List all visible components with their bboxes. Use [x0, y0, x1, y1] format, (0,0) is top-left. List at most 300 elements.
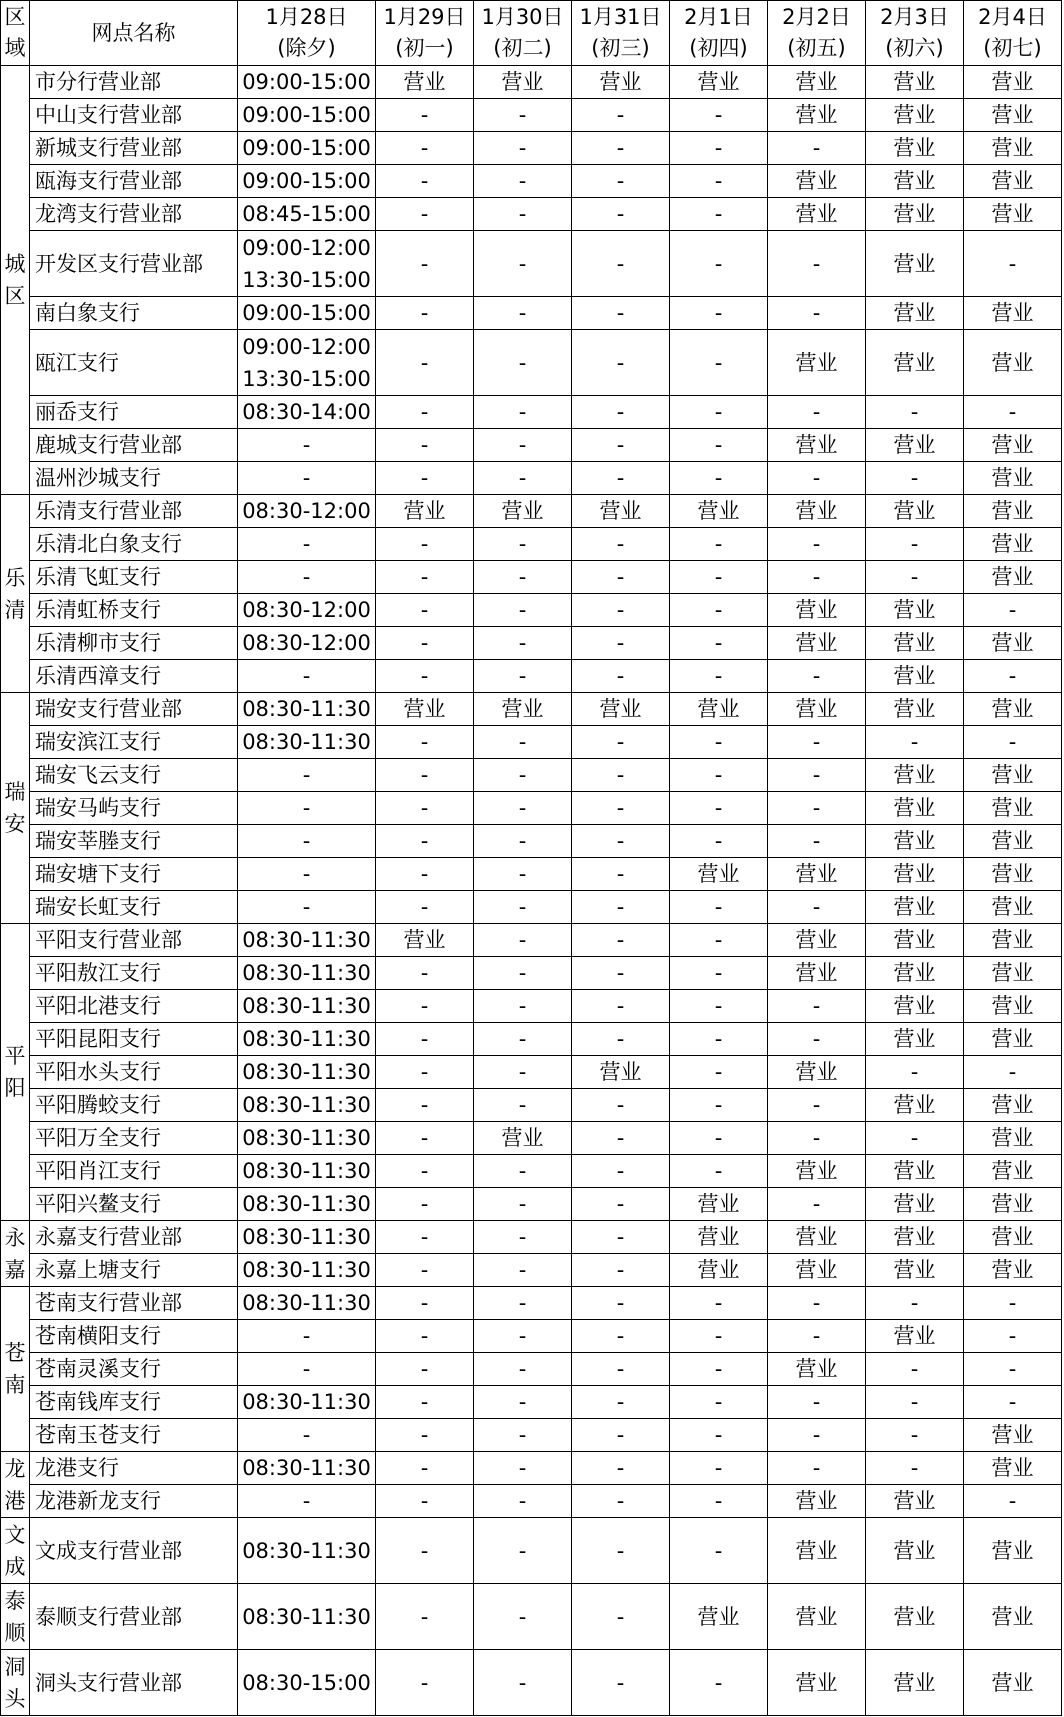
day-status-cell: 营业	[670, 1188, 768, 1221]
day-status-cell: 营业	[768, 1155, 866, 1188]
day-status-cell: -	[376, 1386, 474, 1419]
day-status-cell: -	[474, 825, 572, 858]
day-status-cell: 营业	[768, 924, 866, 957]
branch-name: 乐清虹桥支行	[30, 594, 238, 627]
branch-name: 龙港支行	[30, 1452, 238, 1485]
day-status-cell: -	[768, 1287, 866, 1320]
day-status-cell: 营业	[572, 693, 670, 726]
header-date-7: 2月4日 (初七)	[964, 1, 1062, 66]
day-status-cell: -	[670, 1353, 768, 1386]
region-char: 洞	[4, 1654, 26, 1679]
table-row	[1, 957, 1062, 990]
table-row	[1, 858, 1062, 891]
day-status-cell: -	[572, 165, 670, 198]
day-status-cell: 营业	[866, 1254, 964, 1287]
table-row	[1, 561, 1062, 594]
day-status-cell: -	[376, 396, 474, 429]
table-row	[1, 132, 1062, 165]
branch-name: 丽岙支行	[30, 396, 238, 429]
day-status-cell: 营业	[964, 792, 1062, 825]
day-status-cell: -	[768, 1386, 866, 1419]
day-status-cell: -	[572, 1386, 670, 1419]
day-status-cell: -	[474, 1452, 572, 1485]
day-status-cell: 营业	[866, 891, 964, 924]
day-status-cell: -	[670, 429, 768, 462]
day-status-cell: -	[964, 1485, 1062, 1518]
header-date-4: 2月1日 (初四)	[670, 1, 768, 66]
day-status-cell: 营业	[866, 990, 964, 1023]
day-status-cell: 营业	[866, 1650, 964, 1716]
day-status-cell: 营业	[866, 1089, 964, 1122]
day-status-cell: -	[572, 1650, 670, 1716]
region-cell	[1, 924, 30, 1221]
branch-name: 瑞安莘塍支行	[30, 825, 238, 858]
region-char: 港	[4, 1488, 26, 1513]
table-row	[1, 924, 1062, 957]
day-status-cell: 营业	[670, 858, 768, 891]
region-cell	[1, 66, 30, 495]
day-status-cell: 营业	[964, 429, 1062, 462]
table-row	[1, 528, 1062, 561]
day-status-cell: -	[376, 198, 474, 231]
day-status-cell: -	[572, 1188, 670, 1221]
day-status-cell: 营业	[964, 1188, 1062, 1221]
day-status-cell: -	[768, 528, 866, 561]
day-status-cell: 营业	[768, 594, 866, 627]
day-status-cell: -	[474, 1023, 572, 1056]
day-status-cell: -	[474, 660, 572, 693]
day-status-cell: -	[572, 528, 670, 561]
day-status-cell: -	[768, 297, 866, 330]
day-status-cell: -	[474, 396, 572, 429]
table-row	[1, 1485, 1062, 1518]
branch-name: 乐清支行营业部	[30, 495, 238, 528]
region-char: 安	[4, 812, 26, 836]
day-status-cell: 营业	[866, 198, 964, 231]
day-status-cell: -	[768, 1188, 866, 1221]
table-row	[1, 396, 1062, 429]
day-status-cell: -	[376, 1155, 474, 1188]
eve-hours-cell: 08:30-11:30	[238, 990, 376, 1023]
day-status-cell: 营业	[866, 924, 964, 957]
day-status-cell: 营业	[964, 693, 1062, 726]
eve-hours-cell: -	[238, 528, 376, 561]
day-status-cell: -	[376, 891, 474, 924]
day-status-cell: -	[670, 330, 768, 396]
region-cell	[1, 1452, 30, 1518]
day-status-cell: 营业	[572, 1056, 670, 1089]
day-status-cell: 营业	[768, 1353, 866, 1386]
day-status-cell: -	[474, 330, 572, 396]
eve-hours-cell: -	[238, 561, 376, 594]
day-status-cell: 营业	[376, 66, 474, 99]
day-status-cell: 营业	[376, 924, 474, 957]
day-status-cell: -	[866, 396, 964, 429]
day-status-cell: -	[670, 1122, 768, 1155]
day-status-cell: -	[474, 198, 572, 231]
eve-hours-cell	[238, 330, 376, 396]
day-status-cell: 营业	[474, 66, 572, 99]
table-row	[1, 495, 1062, 528]
day-status-cell: -	[474, 1353, 572, 1386]
day-status-cell: -	[964, 660, 1062, 693]
day-status-cell: -	[572, 726, 670, 759]
branch-name: 平阳北港支行	[30, 990, 238, 1023]
day-status-cell: 营业	[768, 66, 866, 99]
day-status-cell: -	[474, 1056, 572, 1089]
day-status-cell: -	[572, 660, 670, 693]
day-status-cell: -	[474, 165, 572, 198]
day-status-cell: -	[866, 1419, 964, 1452]
day-status-cell: 营业	[964, 165, 1062, 198]
table-row	[1, 693, 1062, 726]
day-status-cell: -	[866, 1386, 964, 1419]
day-status-cell: -	[376, 132, 474, 165]
day-status-cell: -	[474, 297, 572, 330]
day-status-cell: 营业	[964, 528, 1062, 561]
day-status-cell: 营业	[866, 99, 964, 132]
day-status-cell: -	[376, 726, 474, 759]
day-status-cell: -	[572, 1353, 670, 1386]
branch-name: 永嘉上塘支行	[30, 1254, 238, 1287]
day-status-cell: -	[670, 462, 768, 495]
table-row	[1, 1518, 1062, 1584]
eve-hours-cell: -	[238, 759, 376, 792]
day-status-cell: 营业	[964, 858, 1062, 891]
day-status-cell: -	[670, 99, 768, 132]
eve-hours-cell: 08:30-12:00	[238, 627, 376, 660]
eve-hours-cell: 08:30-11:30	[238, 1221, 376, 1254]
branch-name: 瑞安飞云支行	[30, 759, 238, 792]
day-status-cell: -	[670, 1089, 768, 1122]
day-status-cell: -	[866, 1452, 964, 1485]
day-status-cell: -	[572, 990, 670, 1023]
day-status-cell: -	[376, 858, 474, 891]
day-status-cell: -	[768, 132, 866, 165]
region-char: 苍	[4, 1341, 26, 1365]
day-status-cell: -	[474, 528, 572, 561]
day-status-cell: -	[866, 1122, 964, 1155]
day-status-cell: 营业	[866, 1518, 964, 1584]
table-row	[1, 1419, 1062, 1452]
day-status-cell: 营业	[866, 825, 964, 858]
day-status-cell: 营业	[964, 1155, 1062, 1188]
branch-name: 龙港新龙支行	[30, 1485, 238, 1518]
branch-name: 新城支行营业部	[30, 132, 238, 165]
branch-name: 瓯江支行	[30, 330, 238, 396]
day-status-cell: -	[866, 1287, 964, 1320]
day-status-cell: -	[474, 759, 572, 792]
day-status-cell: -	[670, 561, 768, 594]
day-status-cell: -	[670, 957, 768, 990]
region-char: 平	[4, 1044, 26, 1068]
day-status-cell: -	[670, 990, 768, 1023]
eve-hours-cell: -	[238, 825, 376, 858]
day-status-cell: -	[474, 231, 572, 297]
day-status-cell: -	[670, 132, 768, 165]
day-status-cell: -	[572, 429, 670, 462]
day-status-cell: 营业	[768, 1221, 866, 1254]
region-cell	[1, 1518, 30, 1584]
day-status-cell: -	[376, 1452, 474, 1485]
table-row	[1, 594, 1062, 627]
day-status-cell: -	[572, 231, 670, 297]
day-status-cell: -	[964, 1287, 1062, 1320]
day-status-cell: -	[670, 1386, 768, 1419]
table-row	[1, 231, 1062, 297]
day-status-cell: -	[572, 594, 670, 627]
day-status-cell: -	[474, 1254, 572, 1287]
region-char: 龙	[4, 1456, 26, 1481]
day-status-cell: -	[964, 1386, 1062, 1419]
region-char: 头	[4, 1686, 26, 1711]
branch-name: 鹿城支行营业部	[30, 429, 238, 462]
day-status-cell: 营业	[768, 693, 866, 726]
day-status-cell: -	[670, 1518, 768, 1584]
eve-hours-cell: 09:00-15:00	[238, 165, 376, 198]
day-status-cell: 营业	[964, 891, 1062, 924]
day-status-cell: -	[768, 792, 866, 825]
day-status-cell: -	[768, 759, 866, 792]
day-status-cell: -	[376, 99, 474, 132]
table-row	[1, 1221, 1062, 1254]
branch-name: 乐清柳市支行	[30, 627, 238, 660]
day-status-cell: -	[572, 1485, 670, 1518]
day-status-cell: -	[474, 957, 572, 990]
day-status-cell: 营业	[964, 990, 1062, 1023]
day-status-cell: -	[670, 891, 768, 924]
region-char: 阳	[4, 1076, 26, 1100]
branch-name: 平阳水头支行	[30, 1056, 238, 1089]
eve-hours-cell: 09:00-15:00	[238, 132, 376, 165]
branch-name: 苍南横阳支行	[30, 1320, 238, 1353]
day-status-cell: -	[768, 231, 866, 297]
region-char: 成	[4, 1554, 26, 1579]
table-row	[1, 726, 1062, 759]
branch-name: 开发区支行营业部	[30, 231, 238, 297]
day-status-cell: -	[768, 396, 866, 429]
day-status-cell: 营业	[768, 165, 866, 198]
hours-line: 09:00-12:00	[242, 235, 371, 260]
day-status-cell: 营业	[964, 1221, 1062, 1254]
day-status-cell: -	[376, 561, 474, 594]
region-cell	[1, 1221, 30, 1287]
day-status-cell: 营业	[964, 1419, 1062, 1452]
day-status-cell: -	[964, 594, 1062, 627]
day-status-cell: -	[376, 1089, 474, 1122]
branch-name: 中山支行营业部	[30, 99, 238, 132]
day-status-cell: -	[572, 1254, 670, 1287]
day-status-cell: 营业	[768, 1056, 866, 1089]
day-status-cell: -	[768, 561, 866, 594]
day-status-cell: -	[474, 1188, 572, 1221]
day-status-cell: -	[376, 594, 474, 627]
table-row	[1, 198, 1062, 231]
day-status-cell: -	[768, 990, 866, 1023]
region-char: 永	[4, 1225, 26, 1250]
day-status-cell: -	[376, 1254, 474, 1287]
day-status-cell: -	[572, 1122, 670, 1155]
eve-hours-cell: 08:30-11:30	[238, 1089, 376, 1122]
day-status-cell: 营业	[964, 627, 1062, 660]
day-status-cell: 营业	[670, 1254, 768, 1287]
table-row	[1, 1254, 1062, 1287]
day-status-cell: 营业	[964, 1254, 1062, 1287]
branch-name: 永嘉支行营业部	[30, 1221, 238, 1254]
day-status-cell: -	[376, 297, 474, 330]
eve-hours-cell: 08:30-11:30	[238, 1452, 376, 1485]
day-status-cell: -	[964, 1320, 1062, 1353]
table-row	[1, 297, 1062, 330]
day-status-cell: 营业	[866, 957, 964, 990]
table-row	[1, 1287, 1062, 1320]
hours-line: 13:30-15:00	[242, 366, 371, 391]
day-status-cell: 营业	[964, 132, 1062, 165]
table-row	[1, 462, 1062, 495]
day-status-cell: -	[670, 1023, 768, 1056]
day-status-cell: -	[572, 330, 670, 396]
table-row	[1, 1155, 1062, 1188]
day-status-cell: -	[670, 198, 768, 231]
day-status-cell: -	[474, 1518, 572, 1584]
region-char: 嘉	[4, 1257, 26, 1282]
table-row	[1, 627, 1062, 660]
table-row	[1, 792, 1062, 825]
day-status-cell: 营业	[670, 495, 768, 528]
day-status-cell: 营业	[866, 231, 964, 297]
day-status-cell: -	[376, 330, 474, 396]
day-status-cell: -	[670, 165, 768, 198]
day-status-cell: -	[376, 1584, 474, 1650]
day-status-cell: -	[670, 1056, 768, 1089]
branch-name: 温州沙城支行	[30, 462, 238, 495]
branch-name: 乐清西漳支行	[30, 660, 238, 693]
day-status-cell: -	[572, 957, 670, 990]
day-status-cell: 营业	[866, 759, 964, 792]
day-status-cell: -	[474, 891, 572, 924]
day-status-cell: -	[670, 1155, 768, 1188]
eve-hours-cell: 08:30-11:30	[238, 1023, 376, 1056]
day-status-cell: -	[670, 627, 768, 660]
eve-hours-cell: -	[238, 1353, 376, 1386]
day-status-cell: -	[474, 1320, 572, 1353]
day-status-cell: 营业	[768, 1650, 866, 1716]
day-status-cell: -	[474, 561, 572, 594]
day-status-cell: 营业	[964, 1650, 1062, 1716]
eve-hours-cell: 08:30-11:30	[238, 1188, 376, 1221]
region-cell	[1, 495, 30, 693]
day-status-cell: -	[572, 627, 670, 660]
day-status-cell: -	[376, 528, 474, 561]
day-status-cell: -	[376, 990, 474, 1023]
day-status-cell: 营业	[964, 462, 1062, 495]
day-status-cell: 营业	[866, 1485, 964, 1518]
table-row	[1, 330, 1062, 396]
header-date-2: 1月30日 (初二)	[474, 1, 572, 66]
eve-hours-cell: -	[238, 891, 376, 924]
day-status-cell: 营业	[768, 429, 866, 462]
day-status-cell: -	[964, 1353, 1062, 1386]
table-row	[1, 1023, 1062, 1056]
day-status-cell: -	[376, 1353, 474, 1386]
day-status-cell: -	[866, 462, 964, 495]
day-status-cell: -	[670, 297, 768, 330]
day-status-cell: 营业	[964, 759, 1062, 792]
region-cell	[1, 1650, 30, 1716]
day-status-cell: -	[572, 1155, 670, 1188]
table-row	[1, 1584, 1062, 1650]
day-status-cell: 营业	[768, 99, 866, 132]
eve-hours-cell: 08:30-11:30	[238, 1155, 376, 1188]
day-status-cell: 营业	[768, 1485, 866, 1518]
day-status-cell: -	[768, 726, 866, 759]
table-row	[1, 1056, 1062, 1089]
table-header	[1, 1, 1062, 66]
day-status-cell: -	[474, 1650, 572, 1716]
region-char: 城	[4, 252, 26, 276]
table-row	[1, 1320, 1062, 1353]
day-status-cell: -	[376, 1518, 474, 1584]
day-status-cell: -	[376, 1485, 474, 1518]
day-status-cell: 营业	[866, 1221, 964, 1254]
table-row	[1, 66, 1062, 99]
day-status-cell: -	[572, 1089, 670, 1122]
eve-hours-cell: 08:30-15:00	[238, 1650, 376, 1716]
branch-name: 平阳敖江支行	[30, 957, 238, 990]
day-status-cell: -	[474, 627, 572, 660]
eve-hours-cell: 08:30-14:00	[238, 396, 376, 429]
day-status-cell: -	[670, 1287, 768, 1320]
table-row	[1, 165, 1062, 198]
branch-name: 平阳肖江支行	[30, 1155, 238, 1188]
day-status-cell: -	[376, 462, 474, 495]
day-status-cell: 营业	[768, 198, 866, 231]
day-status-cell: -	[572, 825, 670, 858]
table-row	[1, 825, 1062, 858]
day-status-cell: 营业	[964, 1089, 1062, 1122]
day-status-cell: 营业	[964, 330, 1062, 396]
day-status-cell: -	[768, 1452, 866, 1485]
region-cell	[1, 1287, 30, 1452]
day-status-cell: -	[376, 1221, 474, 1254]
table-row	[1, 1386, 1062, 1419]
day-status-cell: -	[572, 891, 670, 924]
day-status-cell: -	[670, 1320, 768, 1353]
hours-line: 13:30-15:00	[242, 267, 371, 292]
day-status-cell: -	[474, 990, 572, 1023]
day-status-cell: 营业	[964, 1452, 1062, 1485]
eve-hours-cell: 08:30-11:30	[238, 1254, 376, 1287]
day-status-cell: -	[376, 1419, 474, 1452]
eve-hours-cell: 08:30-11:30	[238, 726, 376, 759]
region-char: 瑞	[4, 780, 26, 804]
branch-name: 平阳兴鳌支行	[30, 1188, 238, 1221]
region-cell	[1, 693, 30, 924]
day-status-cell: -	[670, 1485, 768, 1518]
day-status-cell: -	[964, 396, 1062, 429]
branch-name: 瑞安马屿支行	[30, 792, 238, 825]
region-char: 清	[4, 597, 26, 622]
day-status-cell: -	[670, 759, 768, 792]
day-status-cell: -	[670, 1650, 768, 1716]
day-status-cell: 营业	[670, 1221, 768, 1254]
day-status-cell: -	[376, 1287, 474, 1320]
day-status-cell: 营业	[964, 1518, 1062, 1584]
day-status-cell: -	[572, 924, 670, 957]
table-body	[1, 66, 1062, 1716]
hours-line: 09:00-12:00	[242, 334, 371, 359]
day-status-cell: -	[964, 231, 1062, 297]
